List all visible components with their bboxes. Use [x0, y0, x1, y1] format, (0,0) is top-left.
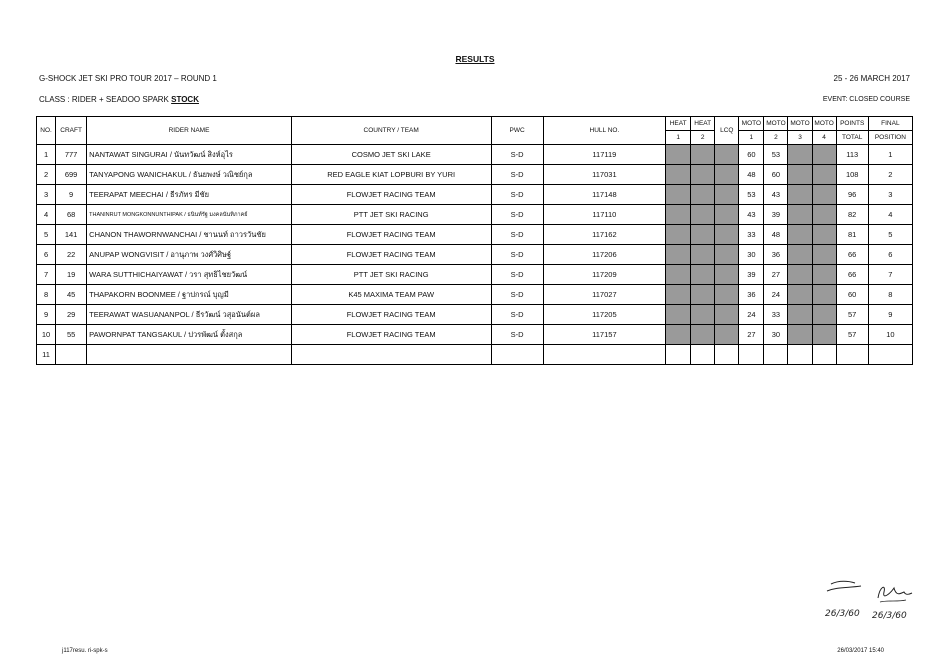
cell-team: FLOWJET RACING TEAM — [291, 185, 491, 205]
cell-no: 5 — [37, 225, 56, 245]
cell-position: 6 — [868, 245, 912, 265]
header-no: NO. — [37, 117, 56, 145]
table-row — [37, 205, 913, 225]
cell-moto2: 39 — [764, 205, 788, 225]
cell-team: FLOWJET RACING TEAM — [291, 325, 491, 345]
cell-moto3 — [788, 345, 812, 365]
cell-lcq — [715, 185, 739, 205]
cell-moto4 — [812, 285, 836, 305]
cell-heat1 — [666, 145, 691, 165]
cell-moto2: 43 — [764, 185, 788, 205]
cell-moto1: 24 — [739, 305, 764, 325]
cell-moto1: 48 — [739, 165, 764, 185]
cell-no: 9 — [37, 305, 56, 325]
cell-heat1 — [666, 265, 691, 285]
cell-total: 81 — [836, 225, 868, 245]
cell-moto1: 27 — [739, 325, 764, 345]
cell-pwc: S-D — [491, 225, 543, 245]
cell-total: 60 — [836, 285, 868, 305]
cell-moto2 — [764, 345, 788, 365]
cell-craft: 141 — [56, 225, 87, 245]
header-heat2-num: 2 — [691, 131, 715, 145]
cell-total: 57 — [836, 325, 868, 345]
cell-moto3 — [788, 185, 812, 205]
header-pwc: PWC — [491, 117, 543, 145]
header-heat1-num: 1 — [666, 131, 691, 145]
cell-heat1 — [666, 325, 691, 345]
cell-position: 10 — [868, 325, 912, 345]
cell-no: 3 — [37, 185, 56, 205]
table-row — [37, 345, 913, 365]
cell-moto4 — [812, 245, 836, 265]
cell-moto4 — [812, 165, 836, 185]
cell-total: 96 — [836, 185, 868, 205]
signature-1 — [823, 578, 871, 622]
cell-total: 66 — [836, 245, 868, 265]
cell-no: 10 — [37, 325, 56, 345]
cell-moto3 — [788, 145, 812, 165]
cell-position — [868, 345, 912, 365]
cell-heat1 — [666, 225, 691, 245]
cell-pwc: S-D — [491, 285, 543, 305]
cell-heat1 — [666, 165, 691, 185]
cell-moto3 — [788, 205, 812, 225]
cell-heat2 — [691, 325, 715, 345]
header-points: POINTS — [836, 117, 868, 131]
results-title: RESULTS — [455, 54, 495, 64]
cell-hull: 117148 — [543, 185, 665, 205]
cell-moto4 — [812, 345, 836, 365]
class-prefix: CLASS : RIDER + SEADOO SPARK — [39, 95, 172, 104]
cell-total: 82 — [836, 205, 868, 225]
cell-hull: 117162 — [543, 225, 665, 245]
cell-lcq — [715, 205, 739, 225]
cell-moto2: 48 — [764, 225, 788, 245]
cell-moto1: 36 — [739, 285, 764, 305]
cell-moto3 — [788, 165, 812, 185]
cell-rider: PAWORNPAT TANGSAKUL / ปวรพัฒน์ ตั้งสกุล — [87, 325, 292, 345]
cell-no: 8 — [37, 285, 56, 305]
cell-heat2 — [691, 225, 715, 245]
event-name: G-SHOCK JET SKI PRO TOUR 2017 – ROUND 1 — [39, 74, 217, 83]
cell-craft: 777 — [56, 145, 87, 165]
cell-total — [836, 345, 868, 365]
signature-1-date: 26/3/60 — [825, 609, 860, 619]
header-lcq: LCQ — [715, 117, 739, 145]
cell-heat2 — [691, 165, 715, 185]
cell-rider: TANYAPONG WANICHAKUL / ธันยพงษ์ วณิชย์กุล — [87, 165, 292, 185]
cell-team: FLOWJET RACING TEAM — [291, 305, 491, 325]
cell-rider: CHANON THAWORNWANCHAI / ชานนท์ ถาวรวันชัย — [87, 225, 292, 245]
cell-pwc: S-D — [491, 165, 543, 185]
cell-moto4 — [812, 225, 836, 245]
header-hull: HULL NO. — [543, 117, 665, 145]
cell-position: 2 — [868, 165, 912, 185]
cell-moto3 — [788, 265, 812, 285]
cell-craft: 45 — [56, 285, 87, 305]
cell-team — [291, 345, 491, 365]
header-moto4: MOTO — [812, 117, 836, 131]
table-row — [37, 325, 913, 345]
cell-moto4 — [812, 325, 836, 345]
cell-position: 3 — [868, 185, 912, 205]
cell-heat2 — [691, 185, 715, 205]
cell-no: 4 — [37, 205, 56, 225]
cell-pwc — [491, 345, 543, 365]
cell-craft: 19 — [56, 265, 87, 285]
event-type: EVENT: CLOSED COURSE — [822, 96, 910, 103]
cell-moto2: 24 — [764, 285, 788, 305]
cell-lcq — [715, 325, 739, 345]
header-country: COUNTRY / TEAM — [291, 117, 491, 145]
header-heat1: HEAT — [666, 117, 691, 131]
header-moto2-num: 2 — [764, 131, 788, 145]
cell-moto2: 53 — [764, 145, 788, 165]
cell-heat1 — [666, 185, 691, 205]
cell-pwc: S-D — [491, 305, 543, 325]
table-row — [37, 225, 913, 245]
cell-lcq — [715, 265, 739, 285]
cell-pwc: S-D — [491, 185, 543, 205]
table-row — [37, 165, 913, 185]
cell-position: 9 — [868, 305, 912, 325]
cell-pwc: S-D — [491, 145, 543, 165]
cell-craft: 22 — [56, 245, 87, 265]
cell-moto2: 36 — [764, 245, 788, 265]
cell-hull: 117206 — [543, 245, 665, 265]
cell-no: 6 — [37, 245, 56, 265]
header-moto4-num: 4 — [812, 131, 836, 145]
cell-lcq — [715, 245, 739, 265]
cell-hull: 117209 — [543, 265, 665, 285]
header-final: FINAL — [868, 117, 912, 131]
cell-hull: 117119 — [543, 145, 665, 165]
header-heat2: HEAT — [691, 117, 715, 131]
cell-hull: 117110 — [543, 205, 665, 225]
cell-moto2: 30 — [764, 325, 788, 345]
cell-craft — [56, 345, 87, 365]
cell-rider: TEERAPAT MEECHAI / ธีรภัทร มีชัย — [87, 185, 292, 205]
cell-craft: 55 — [56, 325, 87, 345]
cell-heat1 — [666, 205, 691, 225]
cell-pwc: S-D — [491, 265, 543, 285]
footer-file-id: j117resu. ri-spk-s — [62, 648, 108, 654]
cell-heat2 — [691, 245, 715, 265]
cell-moto3 — [788, 285, 812, 305]
results-table — [36, 116, 913, 365]
class-label — [39, 95, 199, 104]
cell-moto3 — [788, 225, 812, 245]
cell-moto3 — [788, 325, 812, 345]
cell-hull: 117027 — [543, 285, 665, 305]
cell-moto3 — [788, 305, 812, 325]
cell-rider: ANUPAP WONGVISIT / อานุภาพ วงศ์วิศิษฐ์ — [87, 245, 292, 265]
cell-no: 2 — [37, 165, 56, 185]
cell-total: 57 — [836, 305, 868, 325]
cell-hull: 117157 — [543, 325, 665, 345]
header-moto3-num: 3 — [788, 131, 812, 145]
cell-rider: NANTAWAT SINGURAI / นันทวัฒน์ สิงห์อุไร — [87, 145, 292, 165]
cell-team: K45 MAXIMA TEAM PAW — [291, 285, 491, 305]
header-points-total: TOTAL — [836, 131, 868, 145]
event-date: 25 - 26 MARCH 2017 — [833, 74, 910, 83]
cell-moto1: 30 — [739, 245, 764, 265]
header-rider: RIDER NAME — [87, 117, 292, 145]
cell-team: FLOWJET RACING TEAM — [291, 225, 491, 245]
cell-heat1 — [666, 285, 691, 305]
table-row — [37, 145, 913, 165]
signature-2-date: 26/3/60 — [872, 611, 907, 621]
cell-craft: 9 — [56, 185, 87, 205]
table-row — [37, 265, 913, 285]
cell-no: 7 — [37, 265, 56, 285]
header-craft: CRAFT — [56, 117, 87, 145]
cell-moto4 — [812, 305, 836, 325]
class-highlight: STOCK — [171, 95, 199, 104]
cell-rider: WARA SUTTHICHAIYAWAT / วรา สุทธิไชยวัฒน์ — [87, 265, 292, 285]
header-moto2: MOTO — [764, 117, 788, 131]
cell-rider: THAPAKORN BOONMEE / ฐาปกรณ์ บุญมี — [87, 285, 292, 305]
cell-heat1 — [666, 345, 691, 365]
cell-heat1 — [666, 305, 691, 325]
cell-heat2 — [691, 345, 715, 365]
cell-craft: 29 — [56, 305, 87, 325]
cell-position: 8 — [868, 285, 912, 305]
cell-heat2 — [691, 145, 715, 165]
cell-total: 113 — [836, 145, 868, 165]
cell-moto1: 53 — [739, 185, 764, 205]
cell-moto1 — [739, 345, 764, 365]
cell-hull — [543, 345, 665, 365]
cell-hull: 117031 — [543, 165, 665, 185]
cell-team: PTT JET SKI RACING — [291, 205, 491, 225]
signature-2 — [870, 580, 918, 624]
cell-moto4 — [812, 185, 836, 205]
header-moto3: MOTO — [788, 117, 812, 131]
header-moto1: MOTO — [739, 117, 764, 131]
cell-lcq — [715, 145, 739, 165]
cell-moto2: 60 — [764, 165, 788, 185]
cell-moto4 — [812, 265, 836, 285]
cell-position: 5 — [868, 225, 912, 245]
cell-heat2 — [691, 205, 715, 225]
cell-total: 66 — [836, 265, 868, 285]
cell-lcq — [715, 345, 739, 365]
cell-rider — [87, 345, 292, 365]
table-row — [37, 305, 913, 325]
cell-moto1: 60 — [739, 145, 764, 165]
header-moto1-num: 1 — [739, 131, 764, 145]
cell-rider: TEERAWAT WASUANANPOL / ธีรวัฒน์ วสุอนันต์ผล — [87, 305, 292, 325]
cell-lcq — [715, 305, 739, 325]
cell-craft: 68 — [56, 205, 87, 225]
cell-total: 108 — [836, 165, 868, 185]
cell-lcq — [715, 285, 739, 305]
cell-team: RED EAGLE KIAT LOPBURI BY YURI — [291, 165, 491, 185]
cell-pwc: S-D — [491, 325, 543, 345]
cell-position: 1 — [868, 145, 912, 165]
cell-moto4 — [812, 145, 836, 165]
cell-heat2 — [691, 285, 715, 305]
cell-heat2 — [691, 305, 715, 325]
cell-moto1: 39 — [739, 265, 764, 285]
cell-moto2: 33 — [764, 305, 788, 325]
cell-moto1: 33 — [739, 225, 764, 245]
cell-no: 11 — [37, 345, 56, 365]
cell-moto1: 43 — [739, 205, 764, 225]
cell-pwc: S-D — [491, 245, 543, 265]
table-row — [37, 185, 913, 205]
table-header — [37, 117, 913, 145]
table-row — [37, 285, 913, 305]
cell-lcq — [715, 225, 739, 245]
cell-team: COSMO JET SKI LAKE — [291, 145, 491, 165]
cell-rider: THANINRUT MONGKONNUNTHIPAK / ธนินท์รัฐ มงคลนันทิภาคย์ — [87, 205, 292, 225]
table-row — [37, 245, 913, 265]
cell-pwc: S-D — [491, 205, 543, 225]
cell-heat1 — [666, 245, 691, 265]
cell-no: 1 — [37, 145, 56, 165]
cell-craft: 699 — [56, 165, 87, 185]
cell-moto3 — [788, 245, 812, 265]
cell-heat2 — [691, 265, 715, 285]
cell-position: 7 — [868, 265, 912, 285]
cell-moto2: 27 — [764, 265, 788, 285]
cell-team: FLOWJET RACING TEAM — [291, 245, 491, 265]
header-final-position: POSITION — [868, 131, 912, 145]
cell-hull: 117205 — [543, 305, 665, 325]
cell-position: 4 — [868, 205, 912, 225]
cell-lcq — [715, 165, 739, 185]
cell-moto4 — [812, 205, 836, 225]
cell-team: PTT JET SKI RACING — [291, 265, 491, 285]
footer-timestamp: 26/03/2017 15:40 — [837, 648, 884, 654]
